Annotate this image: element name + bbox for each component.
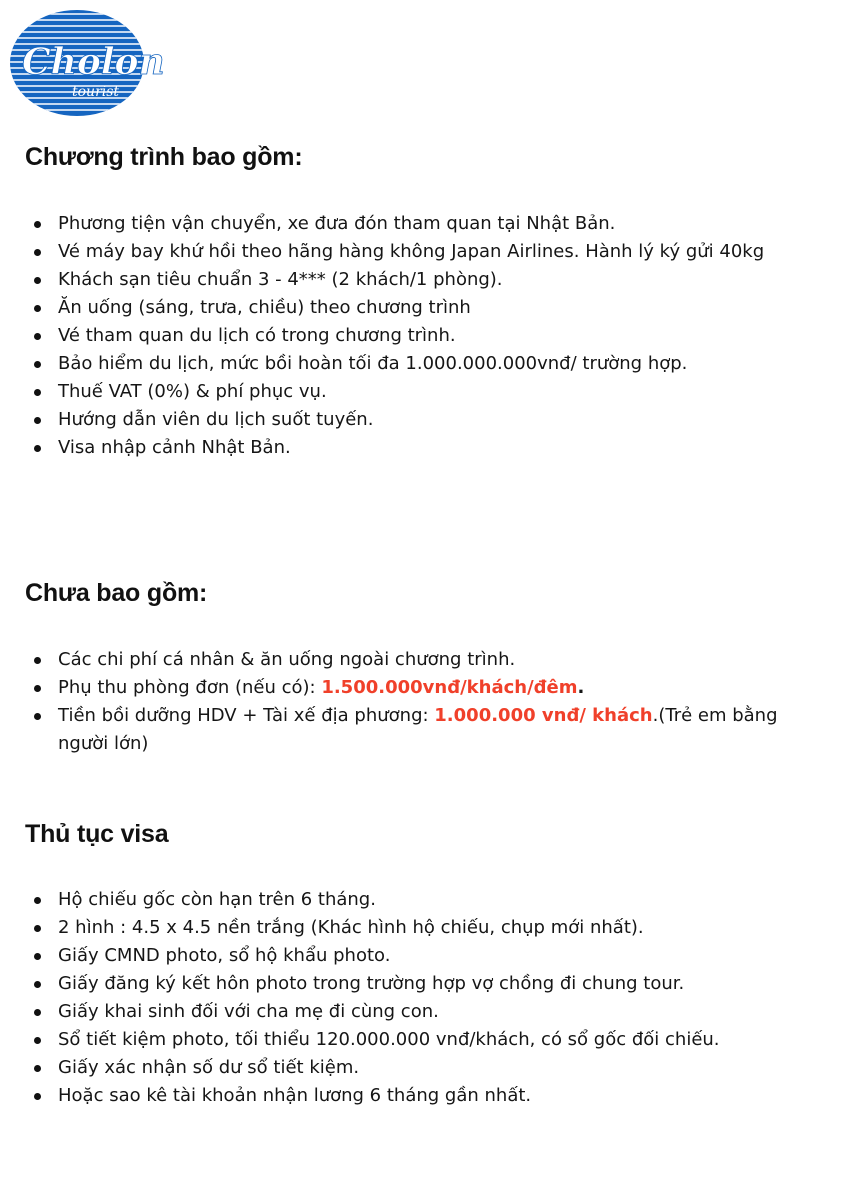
- section-title-included: Chương trình bao gồm:: [25, 143, 303, 171]
- list-item: Giấy đăng ký kết hôn photo trong trường hợp vợ chồng đi chung tour.: [58, 970, 833, 998]
- list-item: Vé tham quan du lịch có trong chương trình.: [58, 322, 833, 350]
- list-item: Visa nhập cảnh Nhật Bản.: [58, 434, 833, 462]
- list-item: Giấy CMND photo, sổ hộ khẩu photo.: [58, 942, 833, 970]
- section-title-visa: Thủ tục visa: [25, 820, 169, 848]
- logo-brand-text: Cholon: [22, 41, 165, 83]
- list-item: Giấy khai sinh đối với cha mẹ đi cùng con.: [58, 998, 833, 1026]
- list-item: Thuế VAT (0%) & phí phục vụ.: [58, 378, 833, 406]
- included-list: [58, 210, 833, 462]
- item-suffix: .: [577, 677, 585, 698]
- item-prefix: Phụ thu phòng đơn (nếu có):: [58, 677, 322, 698]
- list-item: Hướng dẫn viên du lịch suốt tuyến.: [58, 406, 833, 434]
- list-item: Giấy xác nhận số dư sổ tiết kiệm.: [58, 1054, 833, 1082]
- list-item: Hoặc sao kê tài khoản nhận lương 6 tháng gần nhất.: [58, 1082, 833, 1110]
- item-prefix: Tiền bồi dưỡng HDV + Tài xế địa phương:: [58, 705, 435, 726]
- excluded-list: [58, 646, 833, 758]
- item-suffix: .(Trẻ em bằng người lớn): [58, 705, 778, 754]
- list-item: Phương tiện vận chuyển, xe đưa đón tham quan tại Nhật Bản.: [58, 210, 833, 238]
- list-item: [58, 702, 833, 758]
- list-item: Hộ chiếu gốc còn hạn trên 6 tháng.: [58, 886, 833, 914]
- section-title-excluded: Chưa bao gồm:: [25, 579, 208, 607]
- list-item: Vé máy bay khứ hồi theo hãng hàng không Japan Airlines. Hành lý ký gửi 40kg: [58, 238, 833, 266]
- list-item: Ăn uống (sáng, trưa, chiều) theo chương trình: [58, 294, 833, 322]
- list-item: Bảo hiểm du lịch, mức bồi hoàn tối đa 1.000.000.000vnđ/ trường hợp.: [58, 350, 833, 378]
- list-item: Khách sạn tiêu chuẩn 3 - 4*** (2 khách/1 phòng).: [58, 266, 833, 294]
- cholon-tourist-logo: [8, 8, 165, 118]
- list-item: Sổ tiết kiệm photo, tối thiểu 120.000.000 vnđ/khách, có sổ gốc đối chiếu.: [58, 1026, 833, 1054]
- logo-sub-text: tourist: [72, 84, 120, 100]
- visa-list: [58, 886, 833, 1110]
- guide-tip-amount: 1.000.000 vnđ/ khách: [434, 705, 653, 726]
- list-item: 2 hình : 4.5 x 4.5 nền trắng (Khác hình hộ chiếu, chụp mới nhất).: [58, 914, 833, 942]
- list-item: Các chi phí cá nhân & ăn uống ngoài chương trình.: [58, 646, 833, 674]
- list-item: [58, 674, 833, 702]
- single-room-surcharge: 1.500.000vnđ/khách/đêm: [321, 677, 578, 698]
